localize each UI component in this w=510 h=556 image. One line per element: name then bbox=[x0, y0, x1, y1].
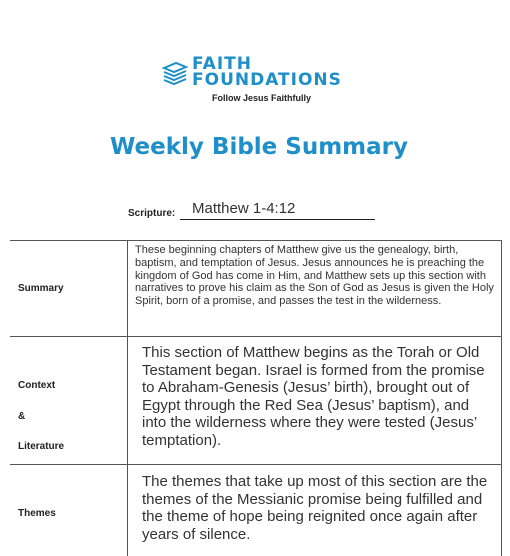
logo-line2: FOUNDATIONS bbox=[192, 70, 342, 90]
summary-text: These beginning chapters of Matthew give us the genealogy, birth, baptism, and temptation of Jesus. Jesus announces he is preaching the kingdom of God has come in Him, and Matthew sets up this section with narratives to prove his claim as the Son of God as Jesus is given the Holy Spirit, born of a promise, and passes the test in the wilderness. bbox=[135, 244, 494, 308]
ampersand-label: & bbox=[18, 411, 26, 422]
literature-label: Literature bbox=[18, 441, 65, 452]
row-label-cell bbox=[10, 337, 128, 465]
summary-table bbox=[10, 240, 502, 555]
stacked-books-icon bbox=[162, 60, 188, 86]
scripture-field[interactable]: Matthew 1-4:12 bbox=[180, 200, 375, 220]
scripture-label: Scripture: bbox=[128, 208, 176, 219]
page-title: Weekly Bible Summary bbox=[109, 134, 409, 160]
logo bbox=[160, 56, 360, 108]
row-label-cell bbox=[10, 241, 128, 337]
logo-tagline: Follow Jesus Faithfully bbox=[212, 93, 312, 103]
table-row-summary bbox=[10, 240, 502, 337]
logo-line1: FAITH bbox=[192, 54, 252, 74]
themes-label: Themes bbox=[18, 508, 56, 519]
summary-cell[interactable] bbox=[128, 241, 502, 337]
context-label: Context bbox=[18, 380, 56, 391]
table-row-context bbox=[10, 336, 502, 465]
row-label-cell bbox=[10, 465, 128, 556]
context-text: This section of Matthew begins as the Torah or Old Testament began. Israel is formed from the promise to Abraham-Genesis (Jesus’ birth), brought out of Egypt through the Red Sea (Jesus’ baptism), and into the wilderness where they were tested (Jesus’ temptation). bbox=[142, 344, 485, 449]
summary-label: Summary bbox=[18, 283, 64, 294]
themes-text: The themes that take up most of this section are the themes of the Messianic promise being fulfilled and the theme of hope being reignited once again after years of silence. bbox=[142, 473, 488, 543]
table-row-themes bbox=[10, 464, 502, 556]
context-cell[interactable] bbox=[128, 337, 502, 465]
themes-cell[interactable] bbox=[128, 465, 502, 556]
